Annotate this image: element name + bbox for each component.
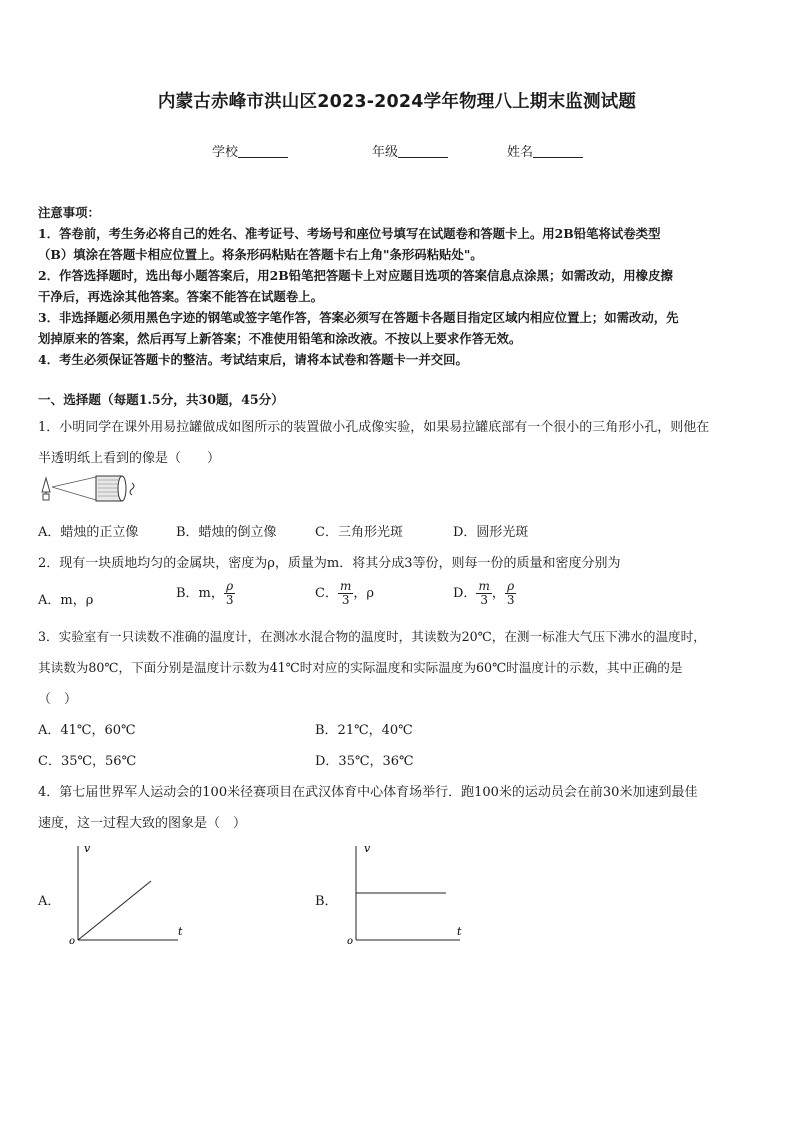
school-label: 学校 [212, 145, 239, 160]
denominator: 3 [225, 593, 234, 607]
q3-text: 3．实验室有一只读数不准确的温度计，在测冰水混合物的温度时，其读数为20℃，在测一标准大气压下沸水的温度时， [38, 629, 706, 644]
grade-field[interactable] [372, 141, 448, 160]
q3-option-a[interactable]: A．41℃，60℃ [38, 723, 136, 738]
q3-text: 其读数为80℃，下面分别是温度计示数为41℃时对应的实际温度和实际温度为60℃时温度计的示数，其中正确的是 [38, 660, 683, 675]
denominator: 3 [480, 593, 488, 607]
fraction [338, 580, 353, 607]
q2-option-d[interactable]: D． $\frac{m}{3}$ ， $\frac{\rho}{3}$ [453, 579, 515, 607]
v-axis-label: v [364, 842, 371, 855]
denominator: 3 [341, 593, 350, 607]
notice-line: 干净后，再选涂其他答案。答案不能答在试题卷上。 [38, 289, 323, 304]
q2-option-a[interactable]: A．m，ρ [38, 593, 94, 608]
numerator: ρ [226, 579, 234, 593]
q2-option-c-label: C． [315, 586, 338, 601]
q1-option-c[interactable]: C．三角形光斑 [315, 525, 403, 540]
name-field[interactable] [507, 141, 583, 160]
school-blank[interactable] [238, 144, 288, 158]
notice-heading: 注意事项： [38, 205, 100, 220]
q3-option-c[interactable]: C．35℃，56℃ [38, 754, 137, 769]
numerator: m [339, 579, 352, 593]
notice-line: 3．非选择题必须用黑色字迹的钢笔或签字笔作答，答案必须写在答题卡各题目指定区域内相应位置上；如需改动，先 [38, 310, 679, 325]
q2-option-b-label: B．m， [176, 586, 224, 601]
notice-line: 4．考生必须保证答题卡的整洁。考试结束后，请将本试卷和答题卡一并交回。 [38, 352, 468, 367]
q1-text: 半透明纸上看到的像是（ ） [38, 451, 221, 466]
grade-label: 年级 [372, 145, 399, 160]
velocity-line [78, 881, 151, 940]
q1-text: 1．小明同学在课外用易拉罐做成如图所示的装置做小孔成像实验，如果易拉罐底部有一个很小的三角形小孔，则他在 [38, 420, 710, 435]
q3-option-b[interactable]: B．21℃，40℃ [315, 723, 413, 738]
q2-option-c-suffix: ，ρ [353, 586, 374, 601]
page-title: 内蒙古赤峰市洪山区2023-2024学年物理八上期末监测试题 [157, 92, 637, 112]
notice-line: （B）填涂在答题卡相应位置上。将条形码粘贴在答题卡右上角"条形码粘贴处"。 [38, 247, 483, 262]
q2-option-c[interactable] [315, 580, 374, 607]
q3-option-d[interactable]: D．35℃，36℃ [315, 754, 414, 769]
q1-option-b[interactable]: B．蜡烛的倒立像 [176, 525, 277, 540]
q2-text: 2．现有一块质地均匀的金属块，密度为ρ，质量为m．将其分成3等份，则每一份的质量和密度分别为 [38, 556, 621, 571]
notice-line: 2．作答选择题时，选出每小题答案后，用2B铅笔把答题卡上对应题目选项的答案信息点涂黑；如需改动，用橡皮擦 [38, 268, 673, 283]
q1-option-d[interactable]: D．圆形光斑 [453, 525, 529, 540]
q4-graph-a [66, 840, 186, 948]
pinhole-camera-figure [38, 472, 142, 506]
grade-blank[interactable] [398, 144, 448, 158]
origin-label: o [347, 936, 354, 947]
name-blank[interactable] [533, 144, 583, 158]
fraction [224, 580, 236, 607]
school-field[interactable] [212, 141, 288, 160]
q4-text: 4．第七届世界军人运动会的100米径赛项目在武汉体育中心体育场举行．跑100米的运动员会在前30米加速到最佳 [38, 785, 698, 800]
q4-option-a[interactable]: A． [38, 894, 61, 909]
section-heading: 一、选择题（每题1.5分，共30题，45分） [38, 392, 284, 407]
q4-graph-b [344, 840, 469, 948]
denominator: 3 [506, 593, 515, 607]
q2-option-b[interactable] [176, 580, 236, 607]
q4-text: 速度，这一过程大致的图象是（ ） [38, 816, 247, 831]
q4-option-b[interactable]: B． [315, 894, 338, 909]
t-axis-label: t [178, 925, 183, 938]
notice-line: 划掉原来的答案，然后再写上新答案；不准使用铅笔和涂改液。不按以上要求作答无效。 [38, 331, 522, 346]
q3-text: （ ） [38, 692, 78, 707]
fraction [476, 580, 491, 607]
q2-option-d-label: D． [453, 586, 477, 601]
t-axis-label: t [457, 925, 462, 938]
name-label: 姓名 [507, 145, 534, 160]
q1-option-a[interactable]: A．蜡烛的正立像 [38, 525, 139, 540]
fraction [505, 580, 517, 607]
v-axis-label: v [84, 842, 91, 855]
numerator: ρ [507, 579, 515, 593]
numerator: m [478, 579, 490, 593]
origin-label: o [69, 936, 76, 947]
notice-line: 1．答卷前，考生务必将自己的姓名、准考证号、考场号和座位号填写在试题卷和答题卡上。用2B铅笔将试卷类型 [38, 226, 661, 241]
